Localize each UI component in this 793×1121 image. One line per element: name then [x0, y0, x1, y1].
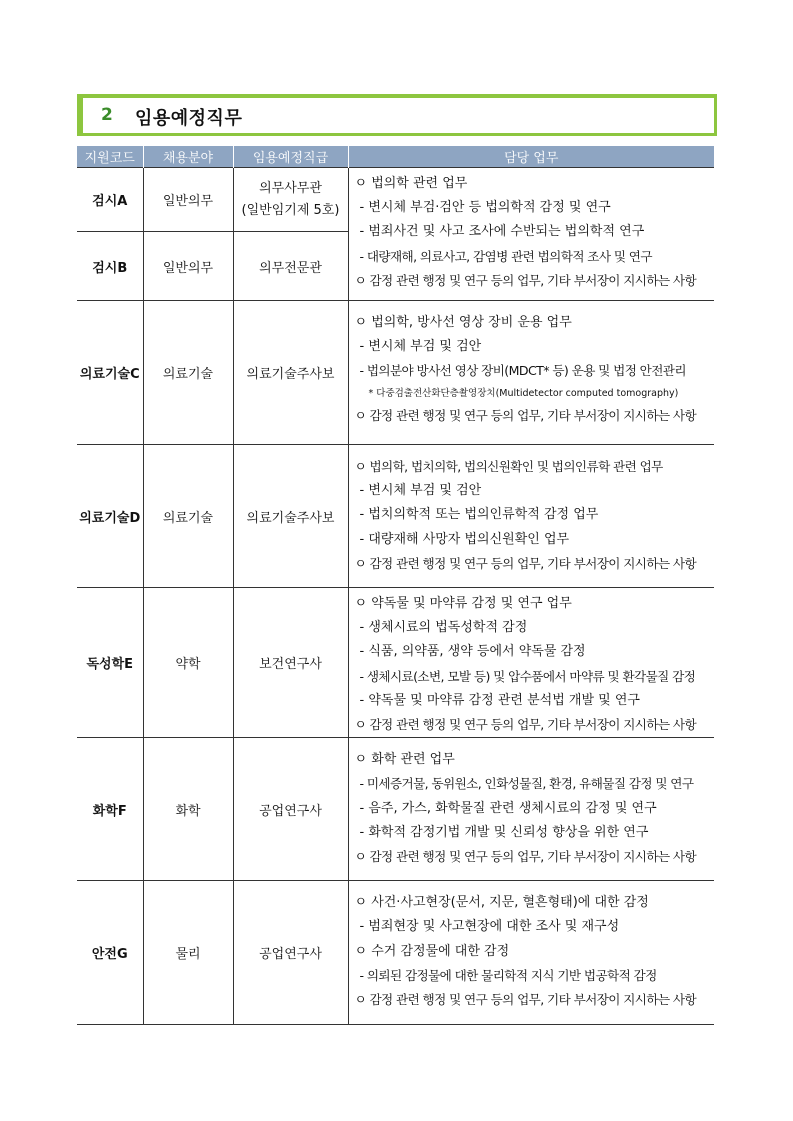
duty-line: ㅇ 법의학, 방사선 영상 장비 운용 업무 — [354, 315, 572, 330]
duty-cell — [348, 168, 714, 301]
duty-cell — [348, 445, 714, 588]
duty-line: ㅇ 사건·사고현장(문서, 지문, 혈흔형태)에 대한 감정 — [354, 895, 649, 911]
position-cell: 공업연구사 — [233, 738, 348, 881]
duty-line: - 식품, 의약품, 생약 등에서 약독물 감정 — [359, 644, 586, 660]
code-cell: 검시B — [77, 232, 143, 301]
duty-line: ㅇ 감정 관련 행정 및 연구 등의 업무, 기타 부서장이 지시하는 사항 — [354, 717, 697, 733]
duty-line: ㅇ 감정 관련 행정 및 연구 등의 업무, 기타 부서장이 지시하는 사항 — [354, 407, 697, 423]
duty-line: - 범죄사건 및 사고 조사에 수반되는 법의학적 연구 — [359, 224, 645, 240]
section-header — [77, 94, 717, 136]
table-header-row — [77, 146, 714, 168]
duty-line: - 변시체 부검·검안 등 법의학적 감정 및 연구 — [359, 200, 611, 216]
duty-cell — [348, 301, 714, 445]
duty-line: - 대량재해, 의료사고, 감염병 관련 법의학적 조사 및 연구 — [359, 248, 652, 264]
field-cell: 물리 — [143, 881, 233, 1025]
code-cell: 안전G — [77, 881, 143, 1025]
duty-note: * 다중검출전산화단층촬영장치(Multidetector computed tomography) — [368, 387, 679, 399]
duty-line: - 대량재해 사망자 법의신원확인 업무 — [359, 531, 570, 547]
field-cell: 일반의무 — [143, 168, 233, 232]
position-cell — [233, 168, 348, 232]
table-row — [77, 445, 714, 588]
header-field: 채용분야 — [143, 146, 233, 168]
duty-cell — [348, 588, 714, 738]
duty-line: ㅇ 약독물 및 마약류 감정 및 연구 업무 — [354, 596, 572, 611]
duty-line: - 변시체 부검 및 검안 — [359, 483, 482, 499]
duty-line: - 화학적 감정기법 개발 및 신뢰성 향상을 위한 연구 — [359, 824, 649, 840]
duty-line: ㅇ 감정 관련 행정 및 연구 등의 업무, 기타 부서장이 지시하는 사항 — [354, 555, 697, 571]
duty-line: ㅇ 법의학 관련 업무 — [354, 176, 468, 191]
duty-line: - 범죄현장 및 사고현장에 대한 조사 및 재구성 — [359, 919, 620, 935]
duty-line: - 의뢰된 감정물에 대한 물리학적 지식 기반 법공학적 감정 — [359, 967, 657, 983]
position-cell: 보건연구사 — [233, 588, 348, 738]
duty-line: - 변시체 부검 및 검안 — [359, 339, 482, 355]
duty-table — [77, 146, 714, 1025]
code-cell: 독성학E — [77, 588, 143, 738]
duty-line: - 법치의학적 또는 법의인류학적 감정 업무 — [359, 507, 599, 523]
table-row — [77, 881, 714, 1025]
position-cell: 의료기술주사보 — [233, 445, 348, 588]
position-cell: 의료기술주사보 — [233, 301, 348, 445]
header-duties: 담당 업무 — [348, 146, 714, 168]
duty-line: - 법의분야 방사선 영상 장비(MDCT* 등) 운용 및 법정 안전관리 — [359, 363, 686, 379]
field-cell: 의료기술 — [143, 445, 233, 588]
header-position: 임용예정직급 — [233, 146, 348, 168]
field-cell: 약학 — [143, 588, 233, 738]
duty-line: - 미세증거물, 동위원소, 인화성물질, 환경, 유해물질 감정 및 연구 — [359, 776, 694, 792]
table-row — [77, 301, 714, 445]
duty-line: ㅇ 화학 관련 업무 — [354, 752, 455, 768]
position-line: (일반임기제 5호) — [241, 202, 340, 218]
code-cell: 의료기술D — [77, 445, 143, 588]
duty-line: ㅇ 감정 관련 행정 및 연구 등의 업무, 기타 부서장이 지시하는 사항 — [354, 272, 697, 288]
duty-line: ㅇ 감정 관련 행정 및 연구 등의 업무, 기타 부서장이 지시하는 사항 — [354, 992, 697, 1008]
section-title: 임용예정직무 — [135, 108, 243, 129]
field-cell: 화학 — [143, 738, 233, 881]
table-row — [77, 168, 714, 232]
code-cell: 화학F — [77, 738, 143, 881]
field-cell: 일반의무 — [143, 232, 233, 301]
field-cell: 의료기술 — [143, 301, 233, 445]
position-line: 의무사무관 — [259, 180, 322, 196]
duty-cell — [348, 881, 714, 1025]
duty-line: - 약독물 및 마약류 감정 관련 분석법 개발 및 연구 — [359, 692, 640, 708]
duty-line: - 생체시료의 법독성학적 감정 — [359, 620, 528, 636]
section-number: 2 — [101, 105, 113, 125]
duty-line: - 음주, 가스, 화학물질 관련 생체시료의 감정 및 연구 — [359, 800, 657, 816]
header-code: 지원코드 — [77, 146, 143, 168]
table-row — [77, 738, 714, 881]
position-cell: 의무전문관 — [233, 232, 348, 301]
duty-line: - 생체시료(소변, 모발 등) 및 압수품에서 마약류 및 환각물질 감정 — [359, 668, 696, 684]
code-cell: 의료기술C — [77, 301, 143, 445]
duty-line: ㅇ 감정 관련 행정 및 연구 등의 업무, 기타 부서장이 지시하는 사항 — [354, 849, 697, 865]
code-cell: 검시A — [77, 168, 143, 232]
duty-line: ㅇ 수거 감정물에 대한 감정 — [354, 943, 510, 959]
duty-line: ㅇ 법의학, 법치의학, 법의신원확인 및 법의인류학 관련 업무 — [354, 459, 663, 474]
duty-cell — [348, 738, 714, 881]
position-cell: 공업연구사 — [233, 881, 348, 1025]
table-row — [77, 588, 714, 738]
